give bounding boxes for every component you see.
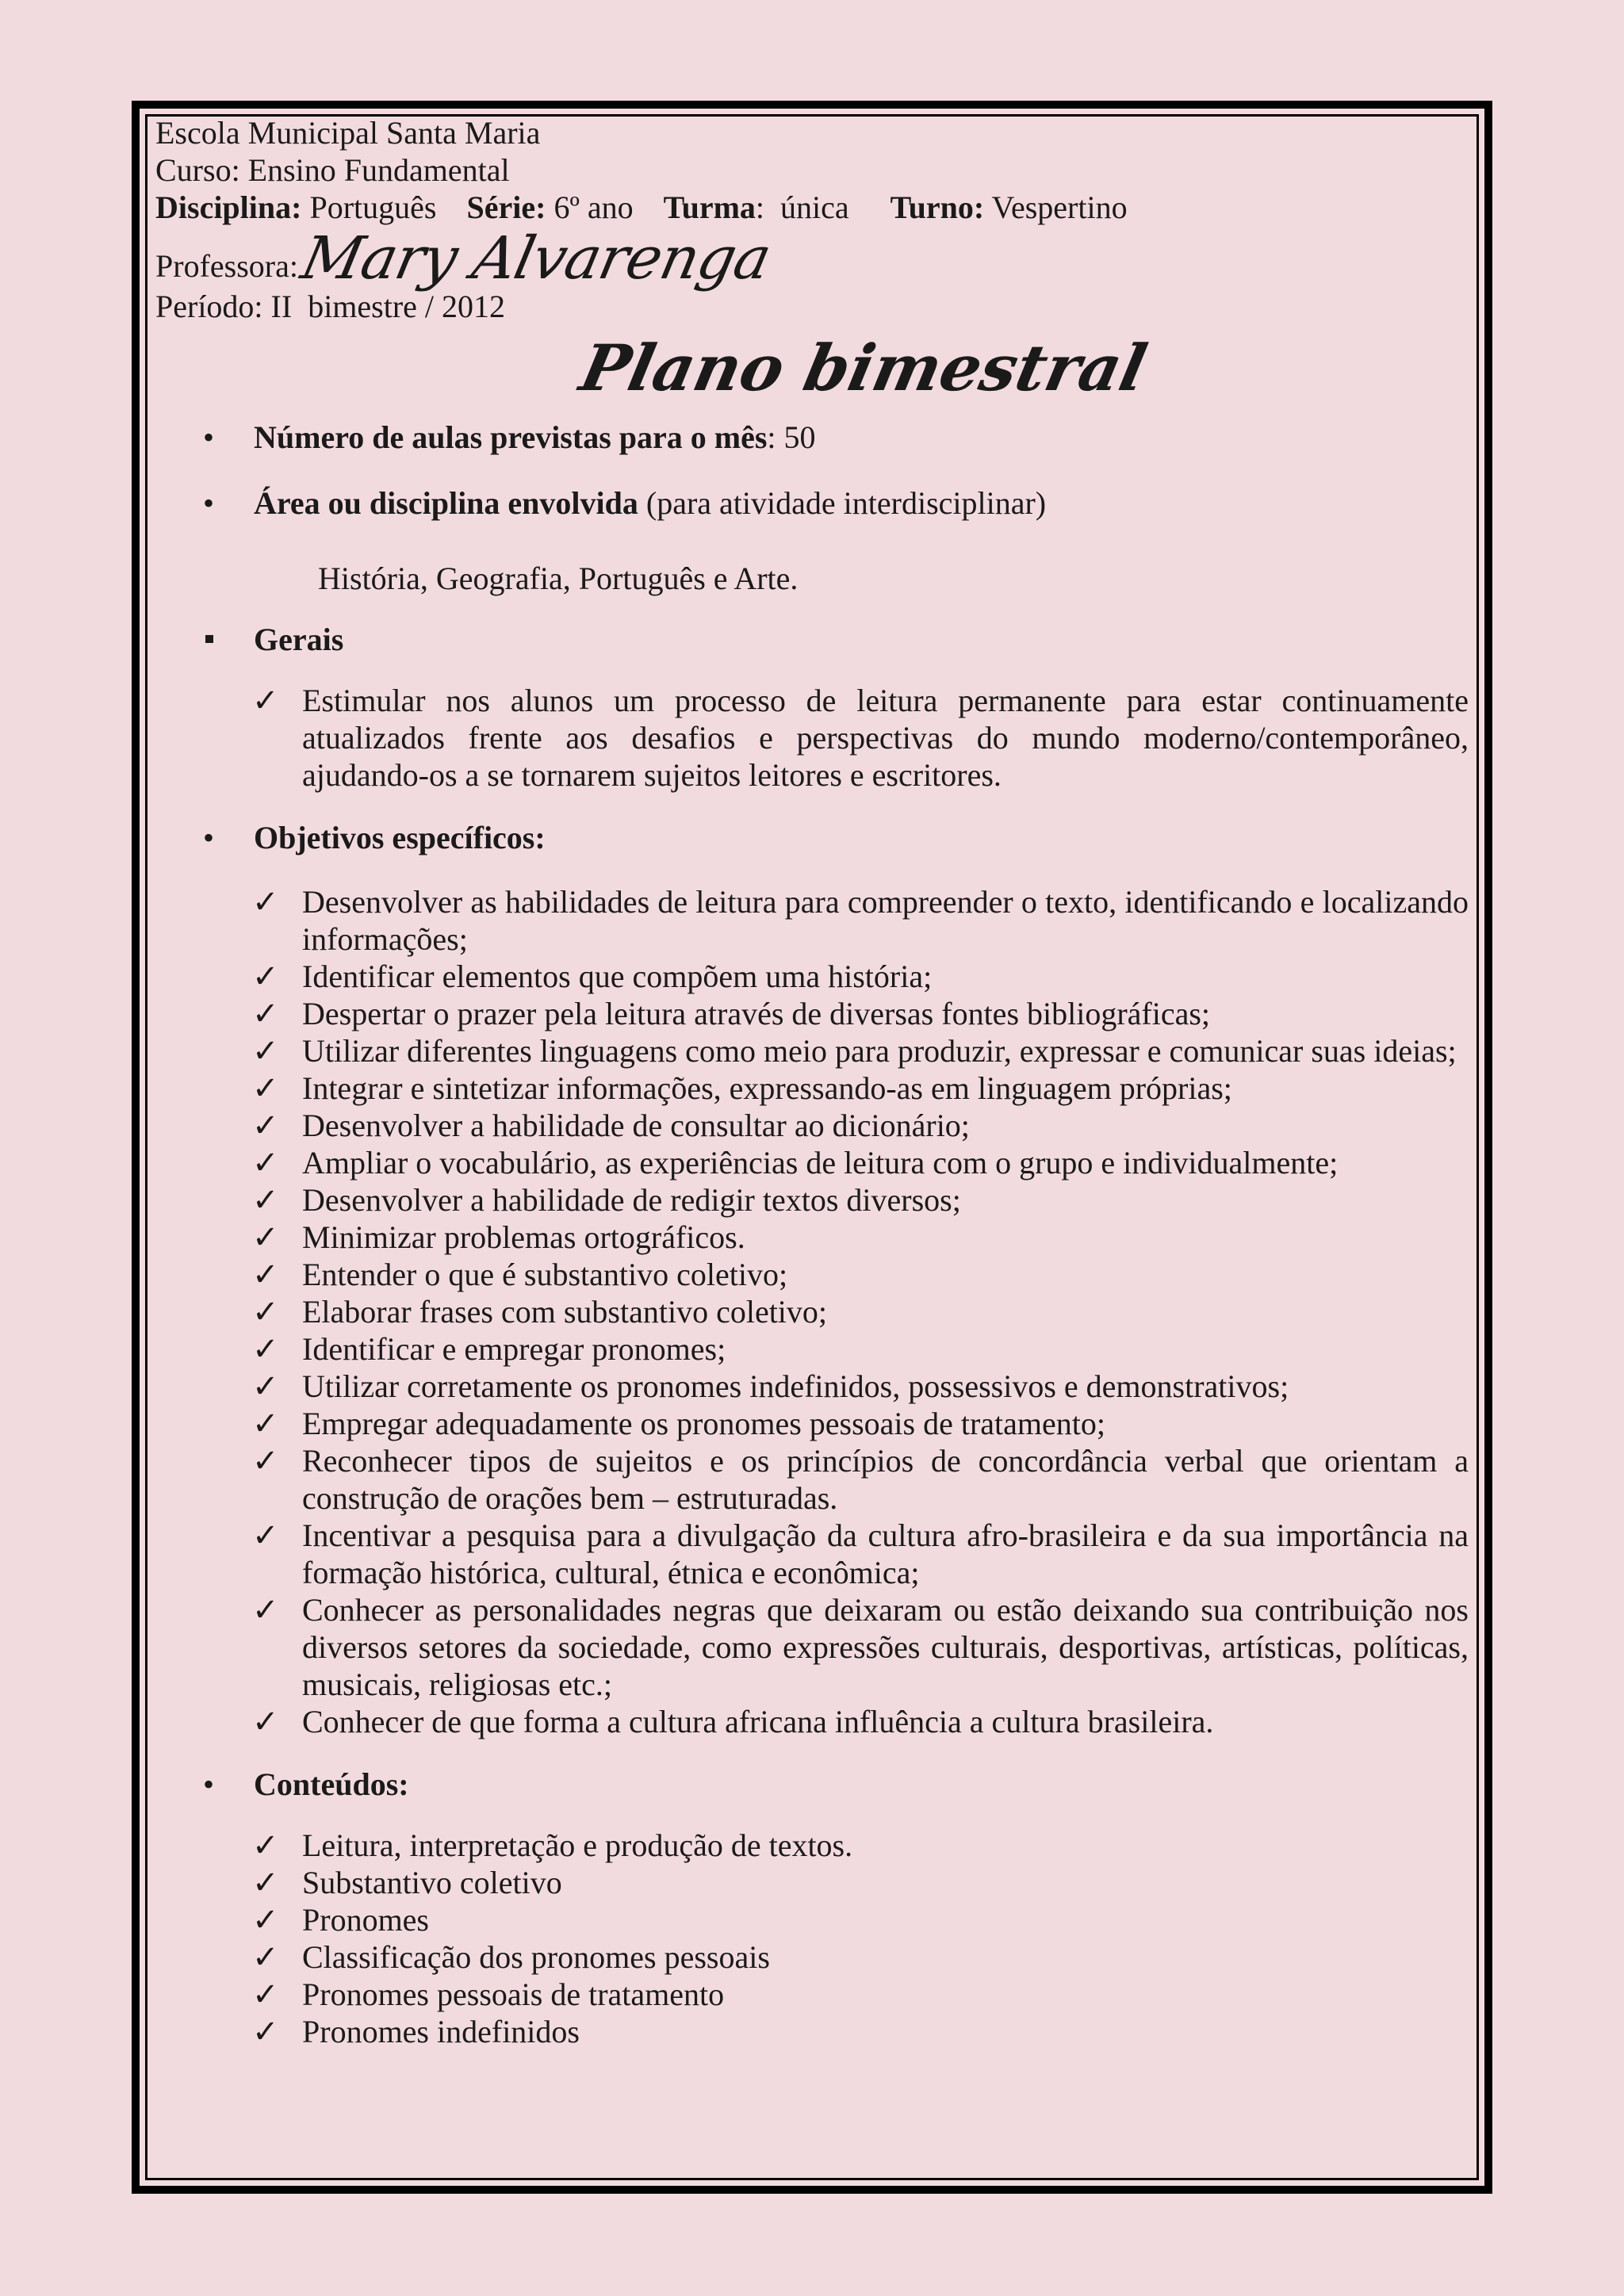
list-item-text: Minimizar problemas ortográficos. [302,1219,745,1255]
checkmark-icon: ✓ [252,996,279,1031]
checkmark-icon: ✓ [252,1517,279,1553]
list-item [155,1219,1469,1256]
list-item-text: Integrar e sintetizar informações, expressando-as em linguagem próprias; [302,1070,1232,1106]
teacher-label: Professora: [155,248,298,284]
document-content [155,114,1469,2050]
list-item-text: Ampliar o vocabulário, as experiências de leitura com o grupo e individualmente; [302,1145,1339,1181]
checkmark-icon: ✓ [252,683,279,718]
course-line: Curso: Ensino Fundamental [155,152,510,188]
list-item-text: Identificar elementos que compõem uma história; [302,959,933,994]
specific-heading-item [155,819,1469,856]
list-item-text: Estimular nos alunos um processo de leitura permanente para estar continuamente atualizados frente aos desafios e perspectivas do mundo moderno/contemporâneo, ajudando-os a se tornarem sujeitos leitores e escritores. [302,683,1469,793]
area-item [155,484,1469,522]
list-item [155,883,1469,958]
square-bullet-icon [205,635,213,643]
checkmark-icon: ✓ [252,1145,279,1181]
list-item-text: Identificar e empregar pronomes; [302,1331,726,1367]
checkmark-icon: ✓ [252,1592,279,1628]
checkmark-icon: ✓ [252,1070,279,1106]
contents-heading-item [155,1766,1469,1803]
teacher-signature: Mary Alvarenga [295,224,777,293]
list-item [155,1070,1469,1107]
list-item [155,1107,1469,1144]
list-item-text: Empregar adequadamente os pronomes pessoais de tratamento; [302,1406,1105,1441]
list-item-text: Conhecer de que forma a cultura africana influência a cultura brasileira. [302,1704,1214,1739]
class-value: : única [755,189,849,225]
checkmark-icon: ✓ [252,959,279,994]
area-label: Área ou disciplina envolvida [254,485,638,521]
specific-heading: Objetivos específicos: [254,820,546,855]
checkmark-icon: ✓ [252,1033,279,1069]
checkmark-icon: ✓ [252,1827,279,1863]
list-item-text: Pronomes pessoais de tratamento [302,1976,725,2012]
list-item-text: Pronomes [302,1902,429,1938]
list-item [155,995,1469,1032]
bullet-icon [203,1766,214,1803]
checkmark-icon: ✓ [252,1443,279,1479]
class-label: Turma [663,189,756,225]
discipline-line [155,189,1469,226]
list-item [155,1976,1469,2013]
list-item-text: Desenvolver a habilidade de redigir textos diversos; [302,1182,961,1218]
bullet-icon [203,819,214,856]
bullet-icon [203,484,214,522]
checkmark-icon: ✓ [252,1182,279,1218]
general-heading-item [155,621,1469,658]
checkmark-icon: ✓ [252,1331,279,1367]
checkmark-icon: ✓ [252,1939,279,1975]
list-item [155,1864,1469,1901]
list-item [155,1032,1469,1070]
list-item-text: Classificação dos pronomes pessoais [302,1939,770,1975]
lessons-value: : 50 [767,419,816,455]
list-item-text: Despertar o prazer pela leitura através de diversas fontes bibliográficas; [302,996,1211,1031]
checkmark-icon: ✓ [252,1865,279,1900]
checkmark-icon: ✓ [252,1108,279,1143]
list-item [155,958,1469,995]
checkmark-icon: ✓ [252,1257,279,1292]
list-item-text: Substantivo coletivo [302,1865,562,1900]
checkmark-icon: ✓ [252,1406,279,1441]
list-item [155,1293,1469,1330]
bullet-icon [203,419,214,456]
list-item-text: Desenvolver as habilidades de leitura para compreender o texto, identificando e localizando informações; [302,884,1469,957]
list-item [155,1405,1469,1442]
list-item [155,1256,1469,1293]
general-heading: Gerais [254,622,344,657]
teacher-line [155,224,1469,293]
list-item-text: Utilizar diferentes linguagens como meio para produzir, expressar e comunicar suas ideias; [302,1033,1457,1069]
shift-label: Turno: [890,189,985,225]
list-item-text: Elaborar frases com substantivo coletivo; [302,1294,828,1330]
checkmark-icon: ✓ [252,884,279,920]
list-item-text: Reconhecer tipos de sujeitos e os princípios de concordância verbal que orientam a construção de orações bem – estruturadas. [302,1443,1469,1516]
lessons-label: Número de aulas previstas para o mês [254,419,768,455]
grade-label: Série: [466,189,546,225]
list-item-text: Desenvolver a habilidade de consultar ao dicionário; [302,1108,970,1143]
checkmark-icon: ✓ [252,2014,279,2049]
general-objectives-list [155,682,1469,794]
list-item [155,1181,1469,1219]
checkmark-icon: ✓ [252,1704,279,1739]
list-item [155,1938,1469,1976]
list-item [155,1330,1469,1368]
area-note: (para atividade interdisciplinar) [645,485,1047,521]
list-item [155,1703,1469,1740]
contents-heading: Conteúdos: [254,1766,409,1802]
list-item [155,1827,1469,1864]
school-name: Escola Municipal Santa Maria [155,115,541,151]
period-line: Período: II bimestre / 2012 [155,289,506,324]
list-item-text: Conhecer as personalidades negras que deixaram ou estão deixando sua contribuição nos diversos setores da sociedade, como expressões culturais, desportivas, artísticas, políticas, musicais, religiosas etc.; [302,1592,1469,1702]
list-item [155,1901,1469,1938]
plan-title: Plano bimestral [574,331,1153,405]
discipline-value: Português [309,189,437,225]
list-item [155,1517,1469,1591]
checkmark-icon: ✓ [252,1219,279,1255]
checkmark-icon: ✓ [252,1294,279,1330]
list-item-text: Incentivar a pesquisa para a divulgação da cultura afro-brasileira e da sua importância na formação histórica, cultural, étnica e econômica; [302,1517,1469,1590]
list-item [155,1368,1469,1405]
list-item [155,1442,1469,1517]
specific-objectives-list [155,883,1469,1740]
list-item [155,1144,1469,1181]
checkmark-icon: ✓ [252,1976,279,2012]
list-item-text: Leitura, interpretação e produção de textos. [302,1827,853,1863]
shift-value: Vespertino [991,189,1128,225]
checkmark-icon: ✓ [252,1902,279,1938]
list-item-text: Pronomes indefinidos [302,2014,580,2049]
lessons-item [155,419,1469,456]
discipline-label: Disciplina: [155,189,302,225]
list-item [155,682,1469,794]
checkmark-icon: ✓ [252,1368,279,1404]
contents-list [155,1827,1469,2050]
grade-value: 6º ano [553,189,634,225]
area-subjects: História, Geografia, Português e Arte. [318,561,799,596]
list-item-text: Entender o que é substantivo coletivo; [302,1257,788,1292]
list-item-text: Utilizar corretamente os pronomes indefinidos, possessivos e demonstrativos; [302,1368,1289,1404]
list-item [155,2013,1469,2050]
list-item [155,1591,1469,1703]
